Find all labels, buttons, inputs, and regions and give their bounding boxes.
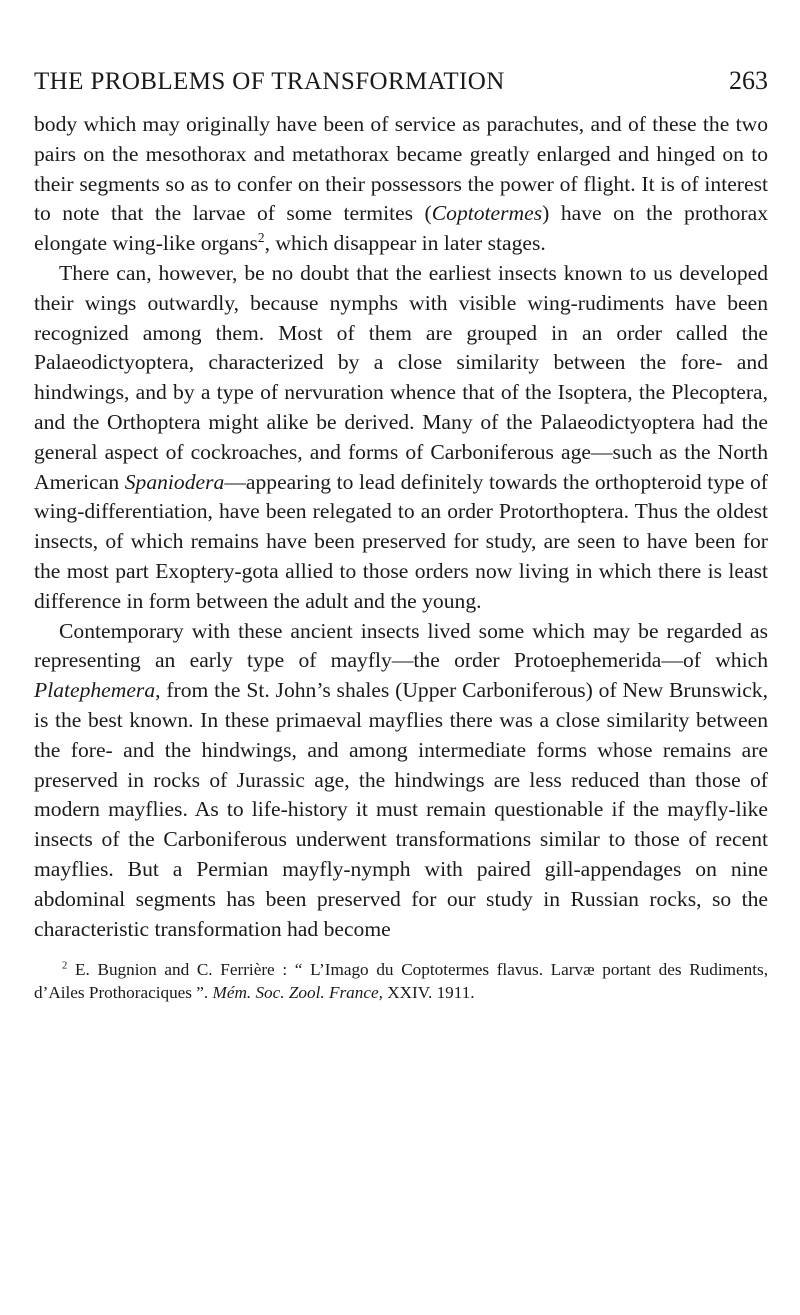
- text-span: , from the St. John’s shales (Upper Carboniferous) of New Brunswick, is the best known. In these primaeval mayflies there was a close similarity between the fore- and the hindwings, and among intermediate forms whose remains are preserved in rocks of Jurassic age, the hindwings are less reduced than those of modern mayflies. As to life-history it must remain questionable if the mayfly-like insects of the Carboniferous underwent transformations similar to those of recent mayflies. But a Permian mayfly-nymph with paired gill-appendages on nine abdominal segments has been preserved for our study in Russian rocks, so the characteristic transformation had become: [34, 678, 768, 941]
- footnote-text: E. Bugnion and C. Ferrière : “ L’Imago du Coptotermes flavus. Larvæ portant des Rudiments, d’Ailes Prothoraciques ”.: [34, 960, 768, 1003]
- text-span: ) have on the prothorax elongate wing-like organs: [34, 201, 768, 256]
- page-header: [34, 66, 768, 110]
- italic-genus: Spaniodera: [124, 469, 225, 494]
- footnote-volume: XXIV. 1911.: [382, 983, 475, 1003]
- footnote-number: 2: [62, 960, 68, 972]
- text-span: There can, however, be no doubt that the earliest insects known to us developed their wings outwardly, because nymphs with visible wing-rudiments have been recognized among them. Most of them are grouped in an order called the Palaeodictyoptera, characterized by a close similarity between the fore- and hindwings, and by a type of nervuration whence that of the Isoptera, the Plecoptera, and the Orthoptera might alike be derived. Many of the Palaeodictyoptera had the general aspect of cockroaches, and forms of Carboniferous age—such as the North American: [34, 260, 768, 494]
- page-number: 263: [729, 66, 768, 95]
- text-span: body which may originally have been of service as parachutes, and of these the two pairs on the mesothorax and metathorax became greatly enlarged and hinged on to their segments so as to confer on their possessors the power of flight. It is of interest to note that the larvae of some termites (: [34, 112, 768, 226]
- paragraph-1: [34, 110, 768, 259]
- footnote-marker: 2: [257, 230, 265, 245]
- footnote-journal: Mém. Soc. Zool. France,: [212, 983, 383, 1003]
- footnote: [34, 958, 768, 1004]
- text-span: —appearing to lead definitely towards the orthopteroid type of wing-differentiation, have been relegated to an order Protorthoptera. Thus the oldest insects, of which remains have been preserved for study, are seen to have been for the most part Exoptery-gota allied to those orders now living in which there is least difference in form between the adult and the young.: [34, 469, 768, 613]
- body-text: [34, 110, 768, 944]
- text-span: Contemporary with these ancient insects lived some which may be regarded as representing an early type of mayfly—the order Protoephemerida—of which: [34, 618, 768, 673]
- italic-genus: Platephemera: [34, 678, 156, 703]
- italic-genus: Coptotermes: [431, 201, 543, 226]
- paragraph-2: [34, 259, 768, 617]
- text-span: , which disappear in later stages.: [264, 231, 546, 256]
- paragraph-3: [34, 617, 768, 945]
- book-page: [34, 66, 768, 1004]
- running-title: THE PROBLEMS OF TRANSFORMATION: [34, 68, 505, 95]
